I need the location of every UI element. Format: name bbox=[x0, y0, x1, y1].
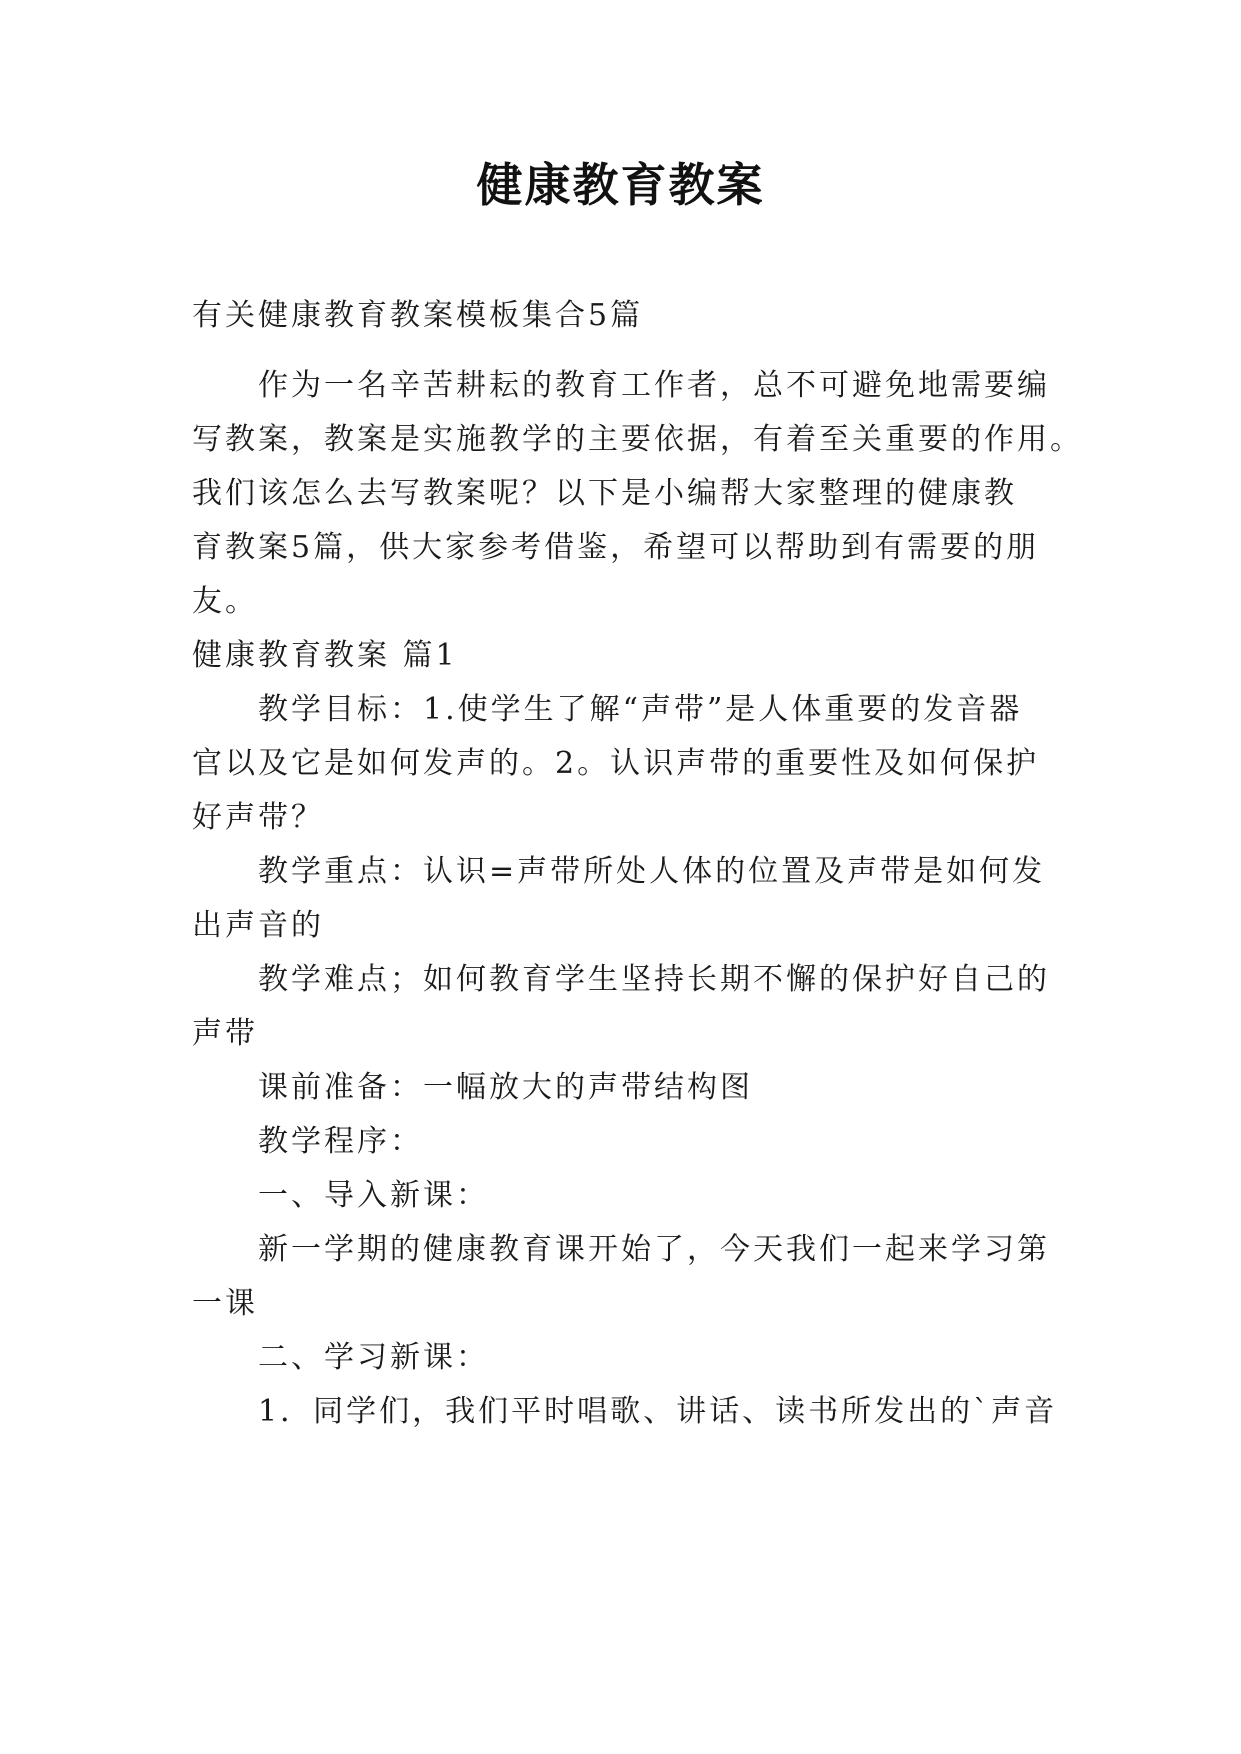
paragraph-line: 好声带？ bbox=[192, 800, 324, 835]
paragraph-line: 新一学期的健康教育课开始了，今天我们一起来学习第 bbox=[258, 1232, 1050, 1267]
paragraph-line: 课前准备：一幅放大的声带结构图 bbox=[258, 1070, 753, 1105]
paragraph-line: 作为一名辛苦耕耘的教育工作者，总不可避免地需要编 bbox=[258, 368, 1050, 403]
paragraph-line: 1．同学们，我们平时唱歌、讲话、读书所发出的`声音 bbox=[258, 1394, 1058, 1429]
paragraph-line: 教学目标：1.使学生了解“声带”是人体重要的发音器 bbox=[258, 692, 1023, 727]
paragraph-line: 育教案5篇，供大家参考借鉴，希望可以帮助到有需要的朋 bbox=[192, 530, 1040, 565]
paragraph-line: 声带 bbox=[192, 1016, 258, 1051]
paragraph-line: 出声音的 bbox=[192, 908, 324, 943]
document-title: 健康教育教案 bbox=[476, 158, 765, 212]
paragraph-line: 官以及它是如何发声的。2。认识声带的重要性及如何保护 bbox=[192, 746, 1040, 781]
paragraph-line: 二、学习新课： bbox=[258, 1340, 489, 1375]
paragraph-line: 我们该怎么去写教案呢？以下是小编帮大家整理的健康教 bbox=[192, 476, 1017, 511]
paragraph-line: 一课 bbox=[192, 1286, 258, 1321]
paragraph-line: 友。 bbox=[192, 584, 258, 619]
paragraph-line: 教学难点；如何教育学生坚持长期不懈的保护好自己的 bbox=[258, 962, 1050, 997]
paragraph-line: 一、导入新课： bbox=[258, 1178, 489, 1213]
document-subtitle: 有关健康教育教案模板集合5篇 bbox=[192, 298, 644, 333]
section-heading: 健康教育教案 篇1 bbox=[192, 638, 458, 673]
paragraph-line: 写教案，教案是实施教学的主要依据，有着至关重要的作用。 bbox=[192, 422, 1083, 457]
paragraph-line: 教学重点：认识=声带所处人体的位置及声带是如何发 bbox=[258, 854, 1046, 889]
paragraph-line: 教学程序： bbox=[258, 1124, 423, 1159]
